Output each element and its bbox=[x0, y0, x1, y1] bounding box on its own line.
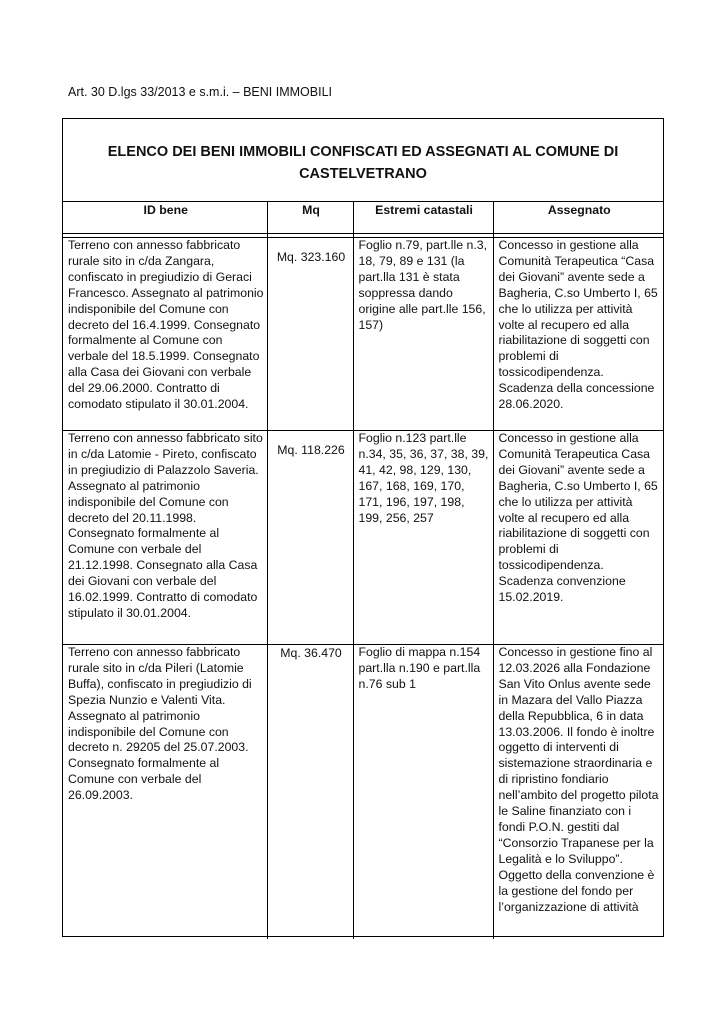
table-header-row bbox=[63, 202, 663, 234]
properties-table bbox=[63, 201, 663, 939]
document-title: ELENCO DEI BENI IMMOBILI CONFISCATI ED ASSEGNATI AL COMUNE DI CASTELVETRANO bbox=[107, 144, 619, 182]
column-header-assegnato: Assegnato bbox=[493, 202, 663, 234]
cell-assegnato: Concesso in gestione fino al 12.03.2026 alla Fondazione San Vito Onlus avente sede in Mazara del Vallo Piazza della Repubblica, 6 in data 13.03.2006. Il fondo è inoltre oggetto di interventi di sistemazione straordinaria e di ripristino fondiario nell’ambito del progetto pilota le Saline finanziato con i fondi P.O.N. gestiti dal “Consorzio Trapanese per la Legalità e lo Sviluppo”. Oggetto della convenzione è la gestione del fondo per l’organizzazione di attività bbox=[493, 645, 663, 939]
cell-mq: Mq. 118.226 bbox=[267, 431, 353, 645]
cell-assegnato: Concesso in gestione alla Comunità Terapeutica Casa dei Giovani” avente sede a Bagheria, C.so Umberto I, 65 che lo utilizza per attività volte al recupero ed alla riabilitazione di soggetti con problemi di tossicodipendenza. Scadenza convenzione 15.02.2019. bbox=[493, 431, 663, 645]
cell-estremi: Foglio di mappa n.154 part.lla n.190 e part.lla n.76 sub 1 bbox=[353, 645, 493, 939]
cell-mq: Mq. 36.470 bbox=[267, 645, 353, 939]
column-header-mq: Mq bbox=[267, 202, 353, 234]
cell-id-bene: Terreno con annesso fabbricato rurale sito in c/da Zangara, confiscato in pregiudizio di Geraci Francesco. Assegnato al patrimonio indisponibile del Comune con decreto del 16.4.1999. Consegnato formalmente al Comune con verbale del 18.5.1999. Consegnato alla Casa dei Giovani con verbale del 29.06.2000. Contratto di comodato stipulato il 30.01.2004. bbox=[63, 238, 267, 431]
table-row bbox=[63, 431, 663, 645]
table-row bbox=[63, 645, 663, 939]
document-frame bbox=[62, 118, 664, 937]
cell-id-bene: Terreno con annesso fabbricato sito in c/da Latomie - Pireto, confiscato in pregiudizio di Palazzolo Saveria. Assegnato al patrimonio indisponibile del Comune con decreto del 20.11.1998. Consegnato formalmente al Comune con verbale del 21.12.1998. Consegnato alla Casa dei Giovani con verbale del 16.02.1999. Contratto di comodato stipulato il 30.01.2004. bbox=[63, 431, 267, 645]
cell-mq: Mq. 323.160 bbox=[267, 238, 353, 431]
cell-assegnato: Concesso in gestione alla Comunità Terapeutica “Casa dei Giovani” avente sede a Bagheria, C.so Umberto I, 65 che lo utilizza per attività volte al recupero ed alla riabilitazione di soggetti con problemi di tossicodipendenza. Scadenza della concessione 28.06.2020. bbox=[493, 238, 663, 431]
cell-estremi: Foglio n.79, part.lle n.3, 18, 79, 89 e 131 (la part.lla 131 è stata soppressa dando origine alle part.lle 156, 157) bbox=[353, 238, 493, 431]
table-row bbox=[63, 238, 663, 431]
column-header-estremi: Estremi catastali bbox=[353, 202, 493, 234]
document-header: Art. 30 D.lgs 33/2013 e s.m.i. – BENI IMMOBILI bbox=[68, 85, 332, 99]
column-header-id-bene: ID bene bbox=[63, 202, 267, 234]
cell-estremi: Foglio n.123 part.lle n.34, 35, 36, 37, 38, 39, 41, 42, 98, 129, 130, 167, 168, 169, 170, 171, 196, 197, 198, 199, 256, 257 bbox=[353, 431, 493, 645]
cell-id-bene: Terreno con annesso fabbricato rurale sito in c/da Pileri (Latomie Buffa), confiscato in pregiudizio di Spezia Nunzio e Valenti Vita. Assegnato al patrimonio indisponibile del Comune con decreto n. 29205 del 25.07.2003. Consegnato formalmente al Comune con verbale del 26.09.2003. bbox=[63, 645, 267, 939]
